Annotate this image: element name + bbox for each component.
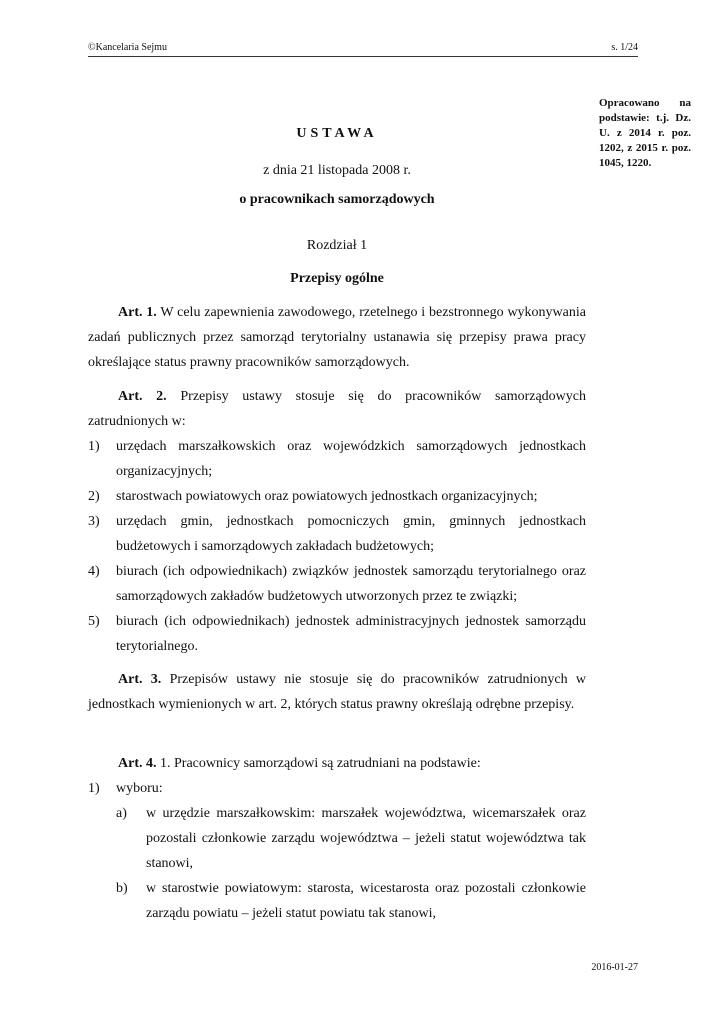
article-2-text: Przepisy ustawy stosuje się do pracowników samorządowych zatrudnionych w: bbox=[88, 389, 587, 429]
list-item: 4) biurach (ich odpowiednikach) związków jednostek samorządu terytorialnego oraz samorządowych zakładów budżetowych utworzonych przez te związki; bbox=[88, 564, 586, 604]
sublist-item: a) w urzędzie marszałkowskim: marszałek województwa, wicemarszałek oraz pozostali członkowie zarządu województwa – jeżeli statut województwa tak stanowi, bbox=[116, 806, 586, 871]
page-header bbox=[88, 42, 638, 57]
list-item: 1) urzędach marszałkowskich oraz wojewódzkich samorządowych jednostkach organizacyjnych; bbox=[88, 439, 586, 479]
header-publisher: ©Kancelaria Sejmu bbox=[88, 42, 167, 53]
sublist-item: b) w starostwie powiatowym: starosta, wicestarosta oraz pozostali członkowie zarządu powiatu – jeżeli statut powiatu tak stanowi, bbox=[116, 881, 586, 921]
article-3 bbox=[88, 667, 586, 717]
article-4 bbox=[88, 751, 586, 776]
article-4-text: 1. Pracownicy samorządowi są zatrudniani na podstawie: bbox=[160, 756, 481, 771]
chapter-number: Rozdział 1 bbox=[306, 238, 368, 253]
article-1 bbox=[88, 300, 586, 375]
act-date: z dnia 21 listopada 2008 r. bbox=[263, 163, 411, 178]
article-1-text: W celu zapewnienia zawodowego, rzetelnego i bezstronnego wykonywania zadań publicznych przez samorząd terytorialny ustanawia się przepisy prawa pracy określające status prawny pracowników samorządowych. bbox=[88, 305, 586, 370]
act-subject: o pracownikach samorządowych bbox=[239, 192, 435, 207]
article-3-text: Przepisów ustawy nie stosuje się do pracowników zatrudnionych w jednostkach wymienionych w art. 2, których status prawny określają odrębne przepisy. bbox=[88, 672, 586, 712]
list-item: 1) wyboru: bbox=[88, 781, 163, 796]
article-2 bbox=[88, 384, 586, 434]
act-title: USTAWA bbox=[296, 126, 378, 141]
header-page-number: s. 1/24 bbox=[611, 42, 638, 53]
article-1-label: Art. 1. bbox=[118, 305, 157, 320]
chapter-title: Przepisy ogólne bbox=[290, 271, 384, 286]
source-sidenote: Opracowano na podstawie: t.j. Dz. U. z 2014 r. poz. 1202, z 2015 r. poz. 1045, 1220. bbox=[599, 97, 691, 169]
list-item: 5) biurach (ich odpowiednikach) jednostek administracyjnych jednostek samorządu terytorialnego. bbox=[88, 614, 586, 654]
article-4-label: Art. 4. bbox=[118, 756, 157, 771]
list-item: 2) starostwach powiatowych oraz powiatowych jednostkach organizacyjnych; bbox=[88, 489, 538, 504]
footer-date: 2016-01-27 bbox=[591, 962, 638, 973]
list-item: 3) urzędach gmin, jednostkach pomocniczych gmin, gminnych jednostkach budżetowych i samorządowych zakładach budżetowych; bbox=[88, 514, 586, 554]
article-2-label: Art. 2. bbox=[118, 389, 167, 404]
article-3-label: Art. 3. bbox=[118, 672, 162, 687]
